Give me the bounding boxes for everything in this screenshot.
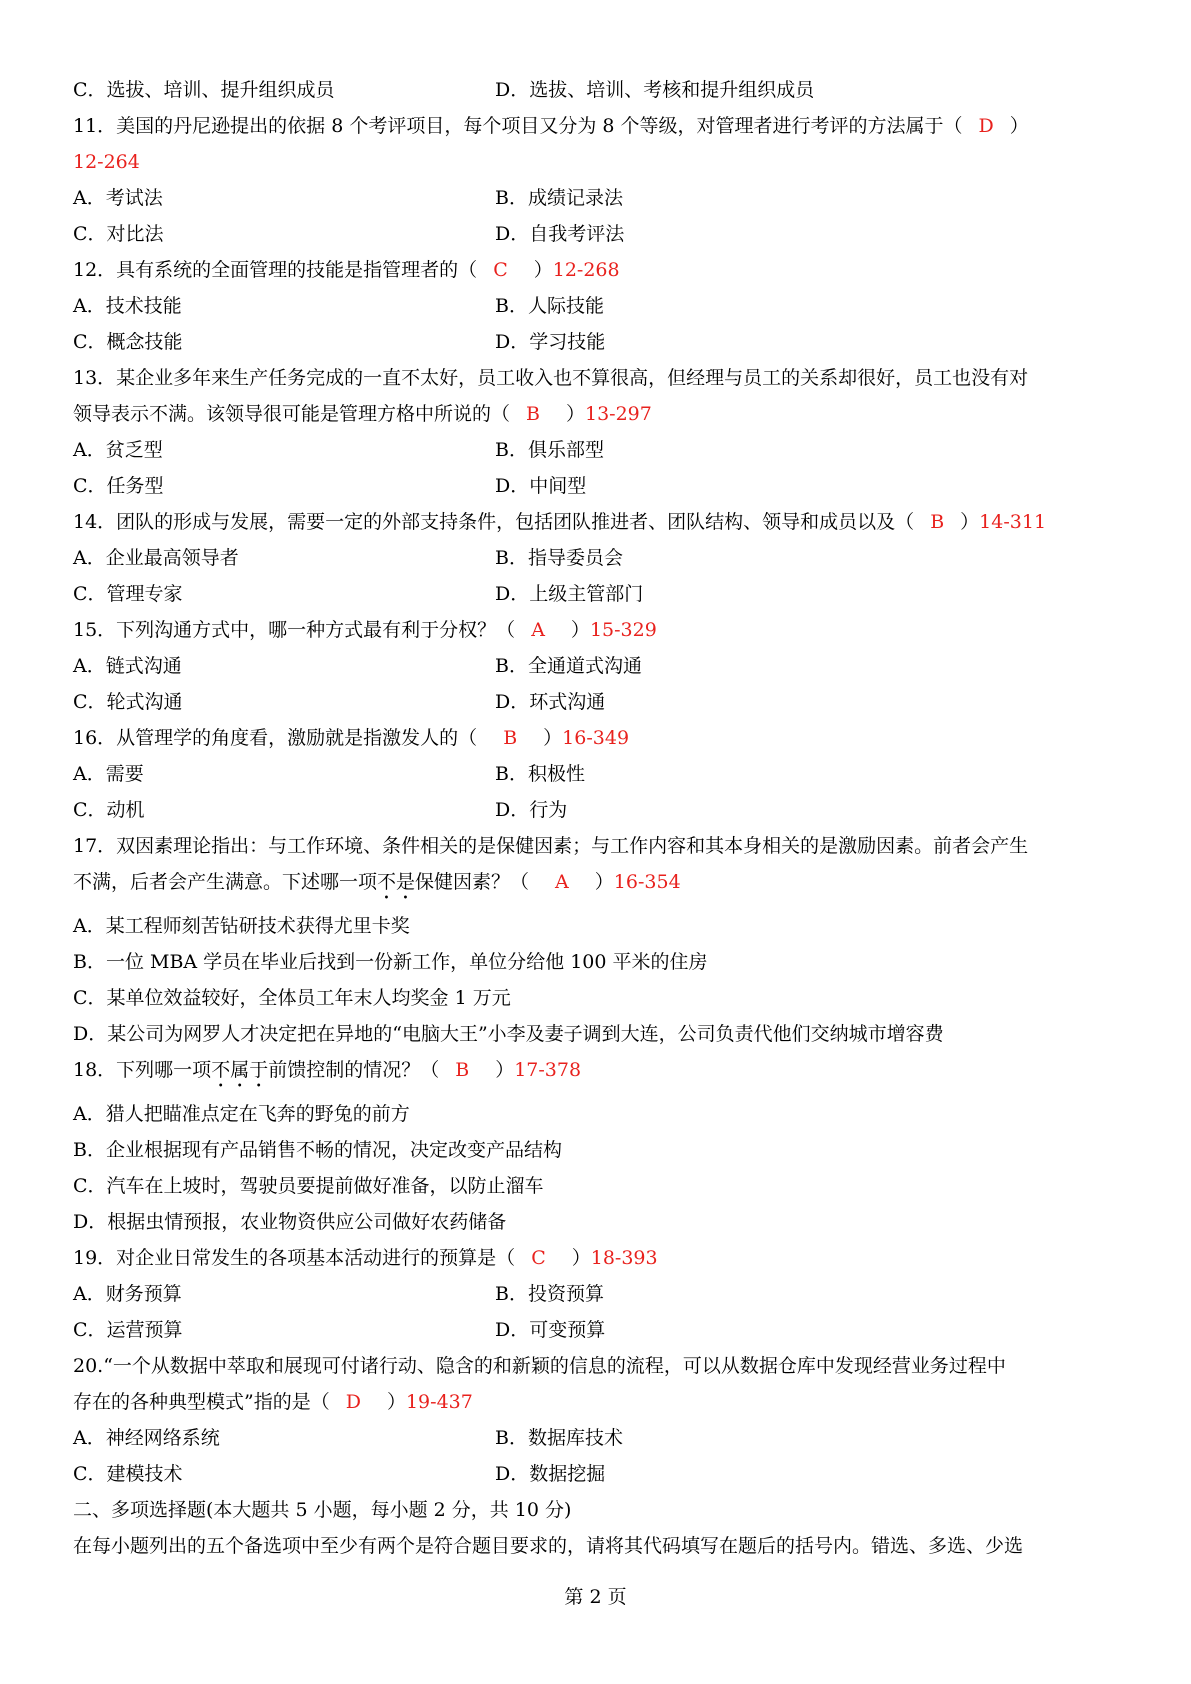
q11-option-d: D．自我考评法	[495, 223, 625, 245]
q14-options-row-1	[73, 540, 1133, 576]
q15-option-c: C．轮式沟通	[73, 691, 183, 713]
q20-option-b: B．数据库技术	[495, 1427, 623, 1449]
q12-option-a: A．技术技能	[73, 295, 182, 317]
q17-stem-line-2	[73, 864, 1133, 908]
q14-stem	[73, 504, 1133, 540]
q20-options-row-1	[73, 1420, 1133, 1456]
q13-option-c: C．任务型	[73, 475, 164, 497]
q13-option-b: B．俱乐部型	[495, 439, 604, 461]
q20-close: ）	[386, 1391, 406, 1413]
q11-options-row-2	[73, 216, 1133, 252]
q15-answer: A	[531, 619, 545, 641]
q14-option-b: B．指导委员会	[495, 547, 623, 569]
q18-stem-text-b: 前馈控制的情况？（	[268, 1059, 440, 1081]
q18-option-d: D．根据虫情预报，农业物资供应公司做好农药储备	[73, 1211, 507, 1233]
q18-ref: 17-378	[514, 1059, 582, 1081]
section-2-instructions: 在每小题列出的五个备选项中至少有两个是符合题目要求的，请将其代码填写在题后的括号内。错选、多选、少选	[73, 1535, 1024, 1557]
q13-stem-line-2	[73, 396, 1133, 432]
q12-ref: 12-268	[552, 259, 620, 281]
q18-answer: B	[455, 1059, 470, 1081]
q20-stem-line-1: 20.“一个从数据中萃取和展现可付诸行动、隐含的和新颖的信息的流程，可以从数据仓库中发现经营业务过程中	[73, 1355, 1006, 1377]
q10-options-row	[73, 72, 1133, 108]
q16-options-row-2	[73, 792, 1133, 828]
q15-stem	[73, 612, 1133, 648]
q12-stem	[73, 252, 1133, 288]
q20-option-d: D．数据挖掘	[495, 1463, 606, 1485]
q15-option-b: B．全通道式沟通	[495, 655, 642, 677]
q17-answer: A	[555, 871, 569, 893]
q11-stem-text: 11．美国的丹尼逊提出的依据 8 个考评项目，每个项目又分为 8 个等级，对管理者进行考评的方法属于（	[73, 115, 963, 137]
q16-ref: 16-349	[562, 727, 630, 749]
q18-stem	[73, 1052, 1133, 1096]
q18-emphasis: 不属于	[211, 1059, 269, 1081]
q13-options-row-1	[73, 432, 1133, 468]
q20-answer: D	[345, 1391, 361, 1413]
q17-ref: 16-354	[613, 871, 681, 893]
q14-ref: 14-311	[979, 511, 1047, 533]
q19-stem	[73, 1240, 1133, 1276]
q18-option-a: A．猎人把瞄准点定在飞奔的野兔的前方	[73, 1103, 410, 1125]
q16-answer: B	[503, 727, 518, 749]
q17-option-d: D．某公司为网罗人才决定把在异地的“电脑大王”小李及妻子调到大连，公司负责代他们交纳城市增容费	[73, 1023, 944, 1045]
q20-option-a: A．神经网络系统	[73, 1427, 220, 1449]
q17-stem-text-a: 不满，后者会产生满意。下述哪一项	[73, 871, 378, 893]
q11-ref: 12-264	[73, 151, 140, 173]
q13-ref: 13-297	[585, 403, 652, 425]
q11-answer: D	[978, 115, 994, 137]
q19-option-c: C．运营预算	[73, 1319, 183, 1341]
q14-stem-text: 14．团队的形成与发展，需要一定的外部支持条件，包括团队推进者、团队结构、领导和成员以及（	[73, 511, 915, 533]
q17-stem-text-b: 保健因素？（	[415, 871, 530, 893]
q12-option-d: D．学习技能	[495, 331, 606, 353]
q11-options-row-1	[73, 180, 1133, 216]
q11-option-c: C．对比法	[73, 223, 164, 245]
q18-option-c: C．汽车在上坡时，驾驶员要提前做好准备，以防止溜车	[73, 1175, 544, 1197]
exam-page	[73, 72, 1133, 1564]
page-number: 第 2 页	[564, 1586, 627, 1608]
q16-option-c: C．动机	[73, 799, 145, 821]
q19-answer: C	[531, 1247, 546, 1269]
q12-close: ）	[533, 259, 553, 281]
q20-stem-line-2	[73, 1384, 1133, 1420]
q13-options-row-2	[73, 468, 1133, 504]
q19-stem-text: 19．对企业日常发生的各项基本活动进行的预算是（	[73, 1247, 516, 1269]
q16-option-b: B．积极性	[495, 763, 585, 785]
q19-option-d: D．可变预算	[495, 1319, 606, 1341]
q17-option-b: B．一位 MBA 学员在毕业后找到一份新工作，单位分给他 100 平米的住房	[73, 951, 708, 973]
q16-options-row-1	[73, 756, 1133, 792]
q15-options-row-2	[73, 684, 1133, 720]
q17-option-c: C．某单位效益较好，全体员工年末人均奖金 1 万元	[73, 987, 511, 1009]
section-2-title: 二、多项选择题(本大题共 5 小题，每小题 2 分，共 10 分)	[73, 1499, 572, 1521]
q19-close: ）	[571, 1247, 591, 1269]
q11-stem	[73, 108, 1133, 144]
q15-options-row-1	[73, 648, 1133, 684]
q20-ref: 19-437	[405, 1391, 473, 1413]
q15-option-a: A．链式沟通	[73, 655, 182, 677]
q11-close: ）	[1009, 115, 1029, 137]
q12-options-row-2	[73, 324, 1133, 360]
q19-options-row-1	[73, 1276, 1133, 1312]
q14-answer: B	[930, 511, 945, 533]
q13-option-a: A．贫乏型	[73, 439, 163, 461]
q13-option-d: D．中间型	[495, 475, 587, 497]
q13-close: ）	[565, 403, 585, 425]
q14-close: ）	[960, 511, 980, 533]
q20-option-c: C．建模技术	[73, 1463, 183, 1485]
q17-option-a: A．某工程师刻苦钻研技术获得尤里卡奖	[73, 915, 410, 937]
q12-option-b: B．人际技能	[495, 295, 604, 317]
q14-option-a: A．企业最高领导者	[73, 547, 239, 569]
q18-stem-text-a: 18．下列哪一项	[73, 1059, 212, 1081]
q16-stem	[73, 720, 1133, 756]
q15-close: ）	[570, 619, 590, 641]
q19-option-b: B．投资预算	[495, 1283, 604, 1305]
q15-stem-text: 15．下列沟通方式中，哪一种方式最有利于分权？（	[73, 619, 516, 641]
q19-options-row-2	[73, 1312, 1133, 1348]
q10-option-d: D．选拔、培训、考核和提升组织成员	[495, 79, 815, 101]
q19-ref: 18-393	[590, 1247, 658, 1269]
q12-option-c: C．概念技能	[73, 331, 183, 353]
q11-option-b: B．成绩记录法	[495, 187, 623, 209]
q15-option-d: D．环式沟通	[495, 691, 606, 713]
q15-ref: 15-329	[589, 619, 657, 641]
q13-stem-text: 领导表示不满。该领导很可能是管理方格中所说的（	[73, 403, 511, 425]
q13-stem-line-1: 13．某企业多年来生产任务完成的一直不太好，员工收入也不算很高，但经理与员工的关系却很好，员工也没有对	[73, 367, 1029, 389]
q16-option-d: D．行为	[495, 799, 568, 821]
q19-option-a: A．财务预算	[73, 1283, 182, 1305]
q20-stem-text: 存在的各种典型模式”指的是（	[73, 1391, 330, 1413]
q12-answer: C	[493, 259, 508, 281]
q14-options-row-2	[73, 576, 1133, 612]
q17-close: ）	[594, 871, 614, 893]
q14-option-c: C．管理专家	[73, 583, 183, 605]
q17-stem-line-1: 17．双因素理论指出：与工作环境、条件相关的是保健因素；与工作内容和其本身相关的是激励因素。前者会产生	[73, 835, 1029, 857]
q18-close: ）	[495, 1059, 515, 1081]
q11-option-a: A．考试法	[73, 187, 163, 209]
q17-emphasis: 不是	[377, 871, 416, 893]
q20-options-row-2	[73, 1456, 1133, 1492]
q18-option-b: B．企业根据现有产品销售不畅的情况，决定改变产品结构	[73, 1139, 562, 1161]
q16-stem-text: 16．从管理学的角度看，激励就是指激发人的（	[73, 727, 478, 749]
q14-option-d: D．上级主管部门	[495, 583, 644, 605]
q10-option-c: C．选拔、培训、提升组织成员	[73, 79, 335, 101]
q12-stem-text: 12．具有系统的全面管理的技能是指管理者的（	[73, 259, 478, 281]
q16-option-a: A．需要	[73, 763, 144, 785]
q13-answer: B	[526, 403, 540, 425]
q12-options-row-1	[73, 288, 1133, 324]
q16-close: ）	[543, 727, 563, 749]
